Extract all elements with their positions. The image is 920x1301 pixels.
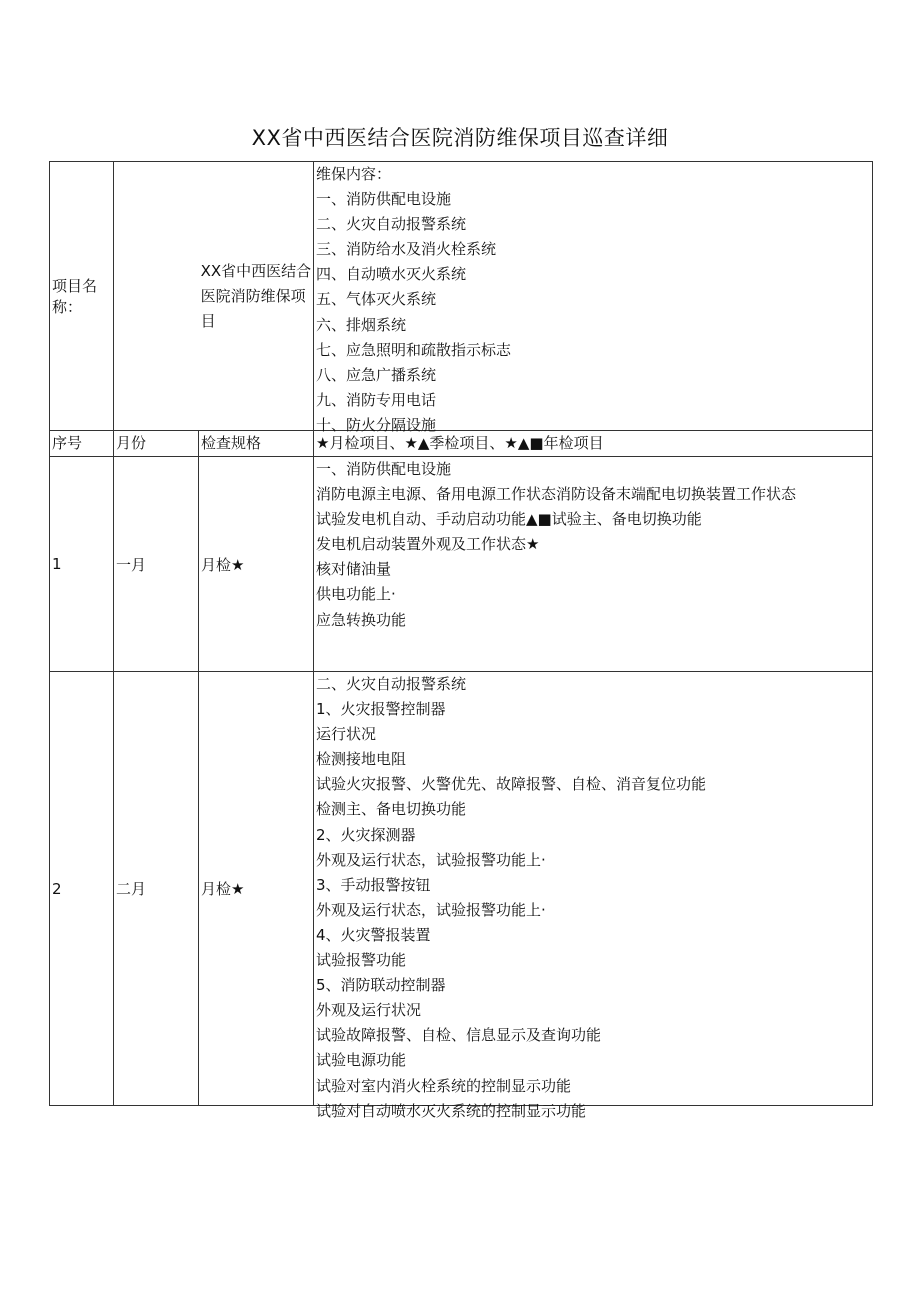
project-row [50,162,873,431]
content-line: 四、自动喷水灭火系统 [316,265,467,284]
check-item: 外观及运行状况 [316,1001,422,1020]
check-item: 二、火灾自动报警系统 [316,675,467,693]
check-item: 试验发电机自动、手动启动功能▲■试验主、备电切换功能 [316,510,702,529]
content-line: 十、防火分隔设施 [316,415,437,434]
content-line: 九、消防专用电话 [316,390,437,409]
check-item: 运行状况 [316,725,377,744]
header-row [50,431,873,457]
check-item: 试验故障报警、自检、信息显示及查询功能 [316,1026,602,1045]
row-items [314,672,872,1120]
check-item: 检测主、备电切换功能 [316,800,467,819]
row-seq: 1 [50,457,114,672]
content-line: 一、消防供配电设施 [316,190,452,209]
content-line: 维保内容： [316,165,392,183]
check-item: 试验对自动喷水灭火系统的控制显示功能 [316,1101,587,1120]
header-month: 月份 [114,431,199,457]
content-line: 七、应急照明和疏散指示标志 [316,340,512,359]
check-item: 3、手动报警按钮 [316,875,431,894]
check-item: 发电机启动装置外观及工作状态★ [316,535,540,554]
check-item: 试验报警功能 [316,951,407,970]
project-content-cell [314,162,873,434]
check-item: 2、火灾探测器 [316,825,416,844]
header-legend: ★月检项目、★▲季检项目、★▲■年检项目 [314,431,873,457]
check-item: 外观及运行状态，试验报警功能上· [316,850,546,869]
row-items-cell [314,672,873,1120]
project-label-cell [50,162,114,431]
check-item: 应急转换功能 [316,610,407,629]
row-spec: 月检★ [199,457,314,672]
inspection-table [49,161,873,1120]
header-spec: 检查规格 [199,431,314,457]
check-item: 5、消防联动控制器 [316,976,446,995]
row-items [314,457,872,671]
content-line: 六、排烟系统 [316,315,407,334]
row-seq: 2 [50,672,114,1106]
check-item: 核对储油量 [316,560,392,579]
table-row [50,457,873,672]
check-item: 1、火灾报警控制器 [316,700,446,719]
content-line: 八、应急广播系统 [316,365,437,384]
project-name: XX省中西医结合医院消防维保项目 [200,261,312,330]
check-item: 外观及运行状态，试验报警功能上· [316,900,546,919]
check-item: 消防电源主电源、备用电源工作状态消防设备末端配电切换装置工作状态 [316,485,797,504]
check-item: 试验电源功能 [316,1051,407,1070]
row-month: 一月 [114,457,199,672]
page-title: XX省中西医结合医院消防维保项目巡查详细 [251,126,669,150]
row-month: 二月 [114,672,199,1106]
row-spec: 月检★ [199,672,314,1106]
check-item: 试验火灾报警、火警优先、故障报警、自检、消音复位功能 [316,775,707,794]
check-item: 一、消防供配电设施 [316,460,452,478]
header-seq: 序号 [50,431,114,457]
check-item: 供电功能上· [316,585,396,604]
project-label: 项目名称： [52,277,98,316]
check-item: 检测接地电阻 [316,750,407,769]
maintenance-content-list [314,162,872,434]
project-name-cell [114,162,314,431]
check-item: 试验对室内消火栓系统的控制显示功能 [316,1076,572,1095]
check-item: 4、火灾警报装置 [316,925,431,944]
table-row [50,672,873,1106]
content-line: 五、气体灭火系统 [316,290,437,309]
content-line: 二、火灾自动报警系统 [316,215,467,234]
content-line: 三、消防给水及消火栓系统 [316,240,497,259]
row-items-cell [314,457,873,672]
